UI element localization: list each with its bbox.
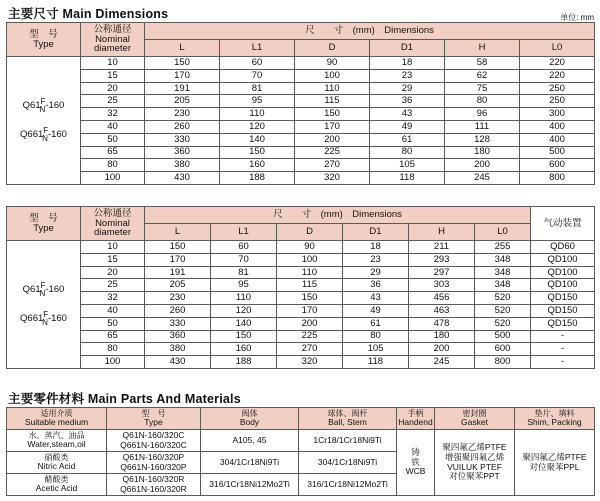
table-cell: 170 <box>145 69 220 82</box>
table-cell: - <box>531 343 595 356</box>
table-cell: 43 <box>343 292 409 305</box>
table-cell: 400 <box>520 120 595 133</box>
table-cell: 250 <box>520 82 595 95</box>
table-cell: 188 <box>220 172 295 185</box>
table-cell: 50 <box>81 317 145 330</box>
table-cell: 520 <box>475 304 531 317</box>
type-line: Q661N-160/320R <box>120 483 187 494</box>
table-cell: 60 <box>220 57 295 70</box>
medium-zh: 醋酸类 <box>44 475 69 485</box>
col-L1: L1 <box>220 40 295 57</box>
packing-line: 对位聚苯PPL <box>529 461 580 472</box>
handle-en: WCB <box>405 466 426 477</box>
table-cell: 225 <box>277 330 343 343</box>
table-row <box>7 279 595 292</box>
materials-header-zh: 密封圈 <box>462 409 487 419</box>
table-cell: - <box>531 330 595 343</box>
table-cell: 245 <box>445 172 520 185</box>
table-cell: 255 <box>475 241 531 254</box>
table-cell: QD60 <box>531 241 595 254</box>
table-cell: QD150 <box>531 317 595 330</box>
table-cell: 110 <box>277 266 343 279</box>
type-line: Q61N-160/320P <box>122 451 185 462</box>
table-row <box>7 343 595 356</box>
material-row <box>7 430 595 452</box>
type-suffix: -160 <box>45 100 65 112</box>
table-cell: 520 <box>475 292 531 305</box>
table-cell: 70 <box>220 69 295 82</box>
materials-header-zh: 适用介质 <box>40 409 73 419</box>
table-cell: 118 <box>370 172 445 185</box>
table-cell: 330 <box>145 317 211 330</box>
table-cell: 120 <box>211 304 277 317</box>
materials-header-en: Handend <box>398 417 433 428</box>
table-cell: 43 <box>370 108 445 121</box>
table-cell: 430 <box>145 356 211 369</box>
materials-header-en: Body <box>239 417 260 428</box>
table-cell: 500 <box>520 146 595 159</box>
type-base: Q661 <box>20 312 44 324</box>
table-cell: 303 <box>409 279 475 292</box>
table-row <box>7 146 595 159</box>
materials-header-zh: 阀体 <box>241 409 258 419</box>
dn-header-en1: Nominal <box>95 33 130 45</box>
table-cell: 205 <box>145 95 220 108</box>
table-cell: 170 <box>145 253 211 266</box>
handle-zh2: 铁 <box>411 456 420 467</box>
table-cell: 110 <box>295 82 370 95</box>
type-header <box>7 23 81 57</box>
table-row <box>7 172 595 185</box>
type-line: Q61N-160/320R <box>122 473 185 484</box>
table-row <box>7 133 595 146</box>
table-cell: 50 <box>81 133 145 146</box>
type-sub: N <box>39 289 46 299</box>
table-cell: 200 <box>409 343 475 356</box>
type-header-zh: 型 号 <box>29 28 58 40</box>
table-cell: 245 <box>409 356 475 369</box>
table-cell: 140 <box>211 317 277 330</box>
table-cell: 25 <box>81 95 145 108</box>
table-cell: 58 <box>445 57 520 70</box>
table-row <box>7 266 595 279</box>
medium-zh: 硝酸类 <box>44 453 69 463</box>
col-L0: L0 <box>520 40 595 57</box>
table-cell: 520 <box>475 317 531 330</box>
table-cell: 478 <box>409 317 475 330</box>
gasket-line: VUILUK PTEF <box>447 461 502 472</box>
materials-header-en: Suitable medium <box>24 417 89 428</box>
table-cell: 75 <box>445 82 520 95</box>
materials-table <box>6 407 595 496</box>
table-cell: 25 <box>81 279 145 292</box>
unit-label: 单位: mm <box>560 13 594 22</box>
table-cell: 320 <box>277 356 343 369</box>
type-suffix: -160 <box>47 312 67 324</box>
actuator-header: 气动装置 <box>531 207 595 241</box>
nominal-diameter-header <box>81 23 145 57</box>
col-H: H <box>409 224 475 241</box>
table-cell: 18 <box>343 241 409 254</box>
table-cell: 250 <box>520 95 595 108</box>
table-cell: 40 <box>81 304 145 317</box>
table-cell: 111 <box>445 120 520 133</box>
table-cell: 360 <box>145 330 211 343</box>
dimensions-header: 尺 寸 (mm) Dimensions <box>145 23 595 40</box>
table-cell: 80 <box>445 95 520 108</box>
type-line: Q661N-160/320C <box>120 439 187 450</box>
gasket-line: 对位聚苯PPT <box>449 471 500 482</box>
ball-material: 304/1Cr18Ni9Ti <box>299 452 397 474</box>
table-cell: 170 <box>295 120 370 133</box>
table-cell: 260 <box>145 304 211 317</box>
table-cell: 220 <box>520 57 595 70</box>
table-cell: - <box>531 356 595 369</box>
table-cell: 36 <box>370 95 445 108</box>
materials-header-en: Type <box>144 417 163 428</box>
dimensions-table-pneumatic <box>6 206 595 369</box>
table-cell: 49 <box>370 120 445 133</box>
table-cell: 150 <box>277 292 343 305</box>
type-header-en: Type <box>33 222 54 234</box>
table-cell: 90 <box>277 241 343 254</box>
table-cell: 400 <box>520 133 595 146</box>
table-cell: 297 <box>409 266 475 279</box>
table-cell: 160 <box>211 343 277 356</box>
table-cell: 330 <box>145 133 220 146</box>
table-cell: QD100 <box>531 253 595 266</box>
table-cell: QD100 <box>531 279 595 292</box>
parts-materials-title: 主要零件材料 Main Parts And Materials <box>8 392 241 406</box>
table-row <box>7 356 595 369</box>
type-header-zh: 型 号 <box>29 212 58 224</box>
table-cell: 200 <box>295 133 370 146</box>
type-sup: F <box>40 281 46 291</box>
dn-header-zh: 公称通径 <box>93 23 132 35</box>
type-cell <box>7 57 81 185</box>
table-cell: 96 <box>445 108 520 121</box>
table-cell: 170 <box>277 304 343 317</box>
table-row <box>7 82 595 95</box>
materials-header-zh: 型 号 <box>141 409 166 419</box>
table-cell: 110 <box>211 292 277 305</box>
table-cell: 456 <box>409 292 475 305</box>
table-cell: 500 <box>475 330 531 343</box>
dn-header-zh: 公称通径 <box>93 207 132 219</box>
medium-en: Water,steam,oil <box>27 439 86 450</box>
table-cell: 150 <box>211 330 277 343</box>
materials-header-en: Gasket <box>461 417 488 428</box>
materials-header-zh: 垫片、填料 <box>534 409 575 419</box>
type-base: Q61 <box>22 284 41 296</box>
table-cell: 205 <box>145 279 211 292</box>
materials-header <box>7 408 107 430</box>
table-cell: 200 <box>277 317 343 330</box>
table-cell: 32 <box>81 292 145 305</box>
handle-zh1: 铸 <box>411 446 420 457</box>
ball-material: 316/1Cr18Ni12Mo2Ti <box>299 474 397 496</box>
table-row <box>7 241 595 254</box>
table-cell: 120 <box>220 120 295 133</box>
materials-header <box>201 408 299 430</box>
table-cell: 80 <box>370 146 445 159</box>
table-row <box>7 108 595 121</box>
type-line: Q661N-160/320P <box>120 461 187 472</box>
table-cell: 200 <box>445 159 520 172</box>
col-D: D <box>295 40 370 57</box>
body-material: 304/1Cr18Ni9Ti <box>201 452 299 474</box>
table-cell: 115 <box>277 279 343 292</box>
col-L: L <box>145 224 211 241</box>
type-line: Q61N-160/320C <box>122 429 185 440</box>
table-cell: 380 <box>145 159 220 172</box>
type-sup: F <box>43 309 49 319</box>
table-cell: 40 <box>81 120 145 133</box>
table-cell: 23 <box>370 69 445 82</box>
table-row <box>7 304 595 317</box>
type-sup: F <box>40 97 46 107</box>
table-cell: 348 <box>475 266 531 279</box>
table-cell: 300 <box>520 108 595 121</box>
materials-header-zh: 球体、阀杆 <box>327 409 368 419</box>
table-cell: 191 <box>145 82 220 95</box>
dn-header-en1: Nominal <box>95 217 130 229</box>
table-cell: 180 <box>409 330 475 343</box>
table-cell: QD100 <box>531 266 595 279</box>
type-suffix: -160 <box>45 284 65 296</box>
table-cell: 80 <box>81 159 145 172</box>
table-cell: 115 <box>295 95 370 108</box>
table-cell: 15 <box>81 253 145 266</box>
table-cell: 260 <box>145 120 220 133</box>
table-row <box>7 317 595 330</box>
table-cell: 293 <box>409 253 475 266</box>
materials-header <box>107 408 201 430</box>
table-row <box>7 57 595 70</box>
col-D: D <box>277 224 343 241</box>
table-cell: 100 <box>81 356 145 369</box>
table-cell: 150 <box>145 241 211 254</box>
type-sub: N <box>42 133 48 143</box>
handle-material <box>397 430 435 496</box>
table-cell: 800 <box>520 172 595 185</box>
table-cell: 105 <box>343 343 409 356</box>
type-model <box>20 309 67 327</box>
table-cell: 90 <box>295 57 370 70</box>
table-cell: QD150 <box>531 304 595 317</box>
medium-en: Nitric Acid <box>37 461 76 472</box>
table-row <box>7 292 595 305</box>
table-cell: 800 <box>475 356 531 369</box>
table-cell: 430 <box>145 172 220 185</box>
type-base: Q661 <box>20 128 44 140</box>
col-L0: L0 <box>475 224 531 241</box>
main-dimensions-title: 主要尺寸 Main Dimensions <box>8 7 169 21</box>
table-cell: 10 <box>81 241 145 254</box>
gasket-line: 聚四氟乙烯PTFE <box>442 441 507 452</box>
table-cell: 160 <box>220 159 295 172</box>
table-cell: 20 <box>81 266 145 279</box>
table-cell: 600 <box>520 159 595 172</box>
type-model <box>22 97 65 115</box>
table-cell: 60 <box>211 241 277 254</box>
table-cell: 80 <box>343 330 409 343</box>
table-cell: 150 <box>295 108 370 121</box>
materials-header-zh: 手柄 <box>407 409 424 419</box>
table-cell: 29 <box>370 82 445 95</box>
col-D1: D1 <box>343 224 409 241</box>
type-model <box>20 125 67 143</box>
table-cell: 49 <box>343 304 409 317</box>
table-cell: 95 <box>220 95 295 108</box>
ball-material: 1Cr18/1Cr18Ni9Ti <box>299 430 397 452</box>
table-cell: 225 <box>295 146 370 159</box>
table-cell: 61 <box>370 133 445 146</box>
table-row <box>7 120 595 133</box>
body-material: 316/1Cr18Ni12Mo2Ti <box>201 474 299 496</box>
type-base: Q61 <box>22 100 41 112</box>
table-cell: 65 <box>81 330 145 343</box>
medium-zh: 水、蒸汽、油品 <box>28 431 85 441</box>
dn-header-en2: diameter <box>94 43 131 55</box>
table-cell: 230 <box>145 292 211 305</box>
table-cell: 150 <box>220 146 295 159</box>
table-cell: 81 <box>211 266 277 279</box>
type-header-en: Type <box>33 38 54 50</box>
dimensions-header: 尺 寸 (mm) Dimensions <box>145 207 531 224</box>
table-cell: 110 <box>220 108 295 121</box>
type-suffix: -160 <box>47 128 67 140</box>
table-cell: 100 <box>81 172 145 185</box>
table-row <box>7 95 595 108</box>
gasket-material <box>435 430 515 496</box>
table-cell: 61 <box>343 317 409 330</box>
type-sub: N <box>39 105 46 115</box>
table-cell: QD150 <box>531 292 595 305</box>
type-cell <box>7 241 81 369</box>
medium-en: Acetic Acid <box>35 483 78 494</box>
table-cell: 23 <box>343 253 409 266</box>
table-cell: 188 <box>211 356 277 369</box>
body-material: A105, 45 <box>201 430 299 452</box>
table-cell: 380 <box>145 343 211 356</box>
table-cell: 70 <box>211 253 277 266</box>
table-cell: 348 <box>475 253 531 266</box>
type-sub: N <box>42 317 48 327</box>
table-cell: 62 <box>445 69 520 82</box>
packing-line: 聚四氟乙烯PTFE <box>522 451 587 462</box>
table-cell: 211 <box>409 241 475 254</box>
table-cell: 360 <box>145 146 220 159</box>
col-L: L <box>145 40 220 57</box>
materials-header <box>515 408 595 430</box>
table-cell: 65 <box>81 146 145 159</box>
nominal-diameter-header <box>81 207 145 241</box>
table-cell: 95 <box>211 279 277 292</box>
table-row <box>7 69 595 82</box>
col-L1: L1 <box>211 224 277 241</box>
materials-header <box>435 408 515 430</box>
table-cell: 105 <box>370 159 445 172</box>
dn-header-en2: diameter <box>94 227 131 239</box>
table-row <box>7 159 595 172</box>
table-cell: 80 <box>81 343 145 356</box>
table-cell: 20 <box>81 82 145 95</box>
table-row <box>7 253 595 266</box>
materials-header <box>299 408 397 430</box>
type-header <box>7 207 81 241</box>
table-cell: 140 <box>220 133 295 146</box>
table-cell: 10 <box>81 57 145 70</box>
table-cell: 15 <box>81 69 145 82</box>
packing-material <box>515 430 595 496</box>
table-cell: 18 <box>370 57 445 70</box>
table-cell: 150 <box>145 57 220 70</box>
table-cell: 220 <box>520 69 595 82</box>
table-cell: 270 <box>295 159 370 172</box>
table-cell: 100 <box>277 253 343 266</box>
table-cell: 128 <box>445 133 520 146</box>
table-cell: 463 <box>409 304 475 317</box>
table-cell: 180 <box>445 146 520 159</box>
table-cell: 29 <box>343 266 409 279</box>
col-H: H <box>445 40 520 57</box>
table-cell: 100 <box>295 69 370 82</box>
table-cell: 270 <box>277 343 343 356</box>
type-model <box>22 281 65 299</box>
table-cell: 191 <box>145 266 211 279</box>
table-cell: 230 <box>145 108 220 121</box>
table-cell: 600 <box>475 343 531 356</box>
table-cell: 348 <box>475 279 531 292</box>
table-cell: 81 <box>220 82 295 95</box>
type-sup: F <box>43 125 49 135</box>
materials-header-en: Shim, Packing <box>527 417 582 428</box>
table-cell: 320 <box>295 172 370 185</box>
table-row <box>7 330 595 343</box>
table-cell: 32 <box>81 108 145 121</box>
gasket-line: 增强聚四氟乙烯 <box>444 451 505 462</box>
table-cell: 118 <box>343 356 409 369</box>
table-cell: 36 <box>343 279 409 292</box>
col-D1: D1 <box>370 40 445 57</box>
materials-header <box>397 408 435 430</box>
dimensions-table-manual <box>6 22 595 185</box>
materials-header-en: Ball, Stem <box>328 417 367 428</box>
